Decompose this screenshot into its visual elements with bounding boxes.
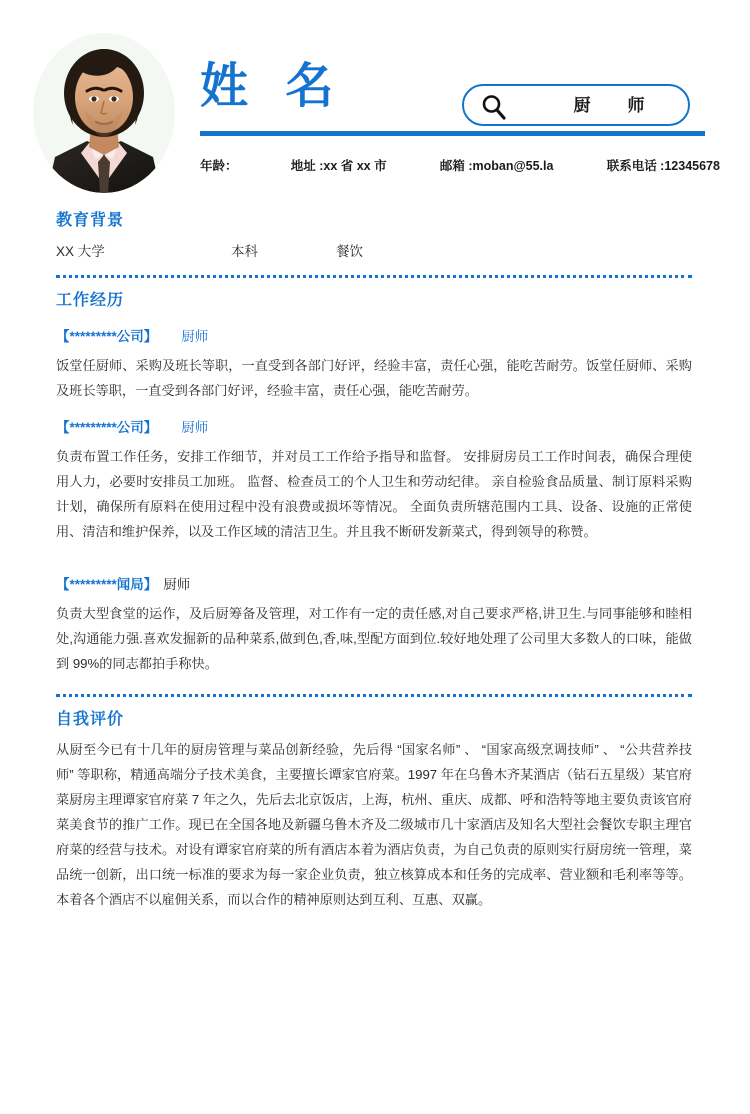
resume-body <box>0 210 750 912</box>
job-title-badge[interactable] <box>462 84 690 126</box>
job-role: 厨师 <box>181 420 209 435</box>
section-title-education: 教育背景 <box>56 212 125 229</box>
contact-address: 地址 :xx 省 xx 市 <box>290 159 387 173</box>
divider-experience <box>56 694 692 697</box>
education-major: 餐饮 <box>336 244 363 259</box>
job-title-label: 厨 师 <box>573 96 655 115</box>
job-header <box>56 574 692 596</box>
job-role: 厨师 <box>181 329 209 344</box>
contact-phone: 联系电话 :12345678 <box>606 159 720 173</box>
education-degree: 本科 <box>231 244 258 259</box>
spacer <box>56 544 692 560</box>
job-description: 饭堂任厨师、采购及班长等职，一直受到各部门好评，经验丰富，责任心强，能吃苦耐劳。饭堂任厨师、采购及班长等职，一直受到各部门好评，经验丰富，责任心强，能吃苦耐劳。 <box>56 358 692 398</box>
job-entry <box>56 417 692 544</box>
job-header <box>56 326 692 348</box>
header-divider <box>200 131 705 136</box>
contact-age: 年龄： <box>200 159 238 173</box>
section-title-about: 自我评价 <box>56 711 125 728</box>
contact-email: 邮箱 :moban@55.la <box>439 159 554 173</box>
job-header <box>56 417 692 439</box>
divider-education <box>56 275 692 278</box>
job-role: 厨师 <box>163 577 191 592</box>
resume-header <box>0 0 750 210</box>
section-experience <box>56 290 692 676</box>
portrait-photo-icon <box>33 33 175 193</box>
search-icon <box>480 93 508 121</box>
avatar <box>33 33 175 193</box>
about-text: 从厨至今已有十几年的厨房管理与菜品创新经验，先后得 “国家名师” 、 “国家高级烹调技师” 、 “公共营养技师” 等职称，精通高端分子技术美食，主要擅长谭家官府菜。1997 年在乌鲁木齐某酒店（钻石五星级）某官府菜厨房主理谭家官府菜 7 年之久，先后去北京饭店，上海，杭州、重庆、成都、呼和浩特等地主要负责该官府菜美食节的推广工作。现已在全国各地及新疆乌鲁木齐及二级城市几十家酒店及知名大型社会餐饮专职主理官府菜的经营与技术。对设有谭家官府菜的所有酒店本着为酒店负责，为自己负责的原则实行厨房统一管理，菜品统一创新，出口统一标准的要求为每一家企业负责，独立核算成本和任务的完成率、营业额和毛利率等等。本着各个酒店不以雇佣关系，而以合作的精神原则达到互利、互惠、双赢。 <box>56 742 692 907</box>
job-company: 【*********公司】 <box>56 420 158 435</box>
education-school: XX 大学 <box>56 244 105 259</box>
job-company: 【*********公司】 <box>56 329 158 344</box>
job-entry <box>56 574 692 676</box>
job-company: 【*********闻局】 <box>56 577 158 592</box>
job-description: 负责大型食堂的运作，及后厨筹备及管理，对工作有一定的责任感,对自己要求严格,讲卫生.与同事能够和睦相处,沟通能力强.喜欢发掘新的品种菜系,做到色,香,味,型配方面到位.较好地处理了公司里大多数人的口味，能做到 99%的同志都拍手称快。 <box>56 606 692 671</box>
section-title-experience: 工作经历 <box>56 292 125 309</box>
job-description: 负责布置工作任务，安排工作细节，并对员工工作给予指导和监督。 安排厨房员工工作时间表，确保合理使用人力，必要时安排员工加班。 监督、检查员工的个人卫生和劳动纪律。 亲自检验食品质量、制订原料采购计划，确保所有原料在使用过程中没有浪费或损坏等情况。 全面负责所辖范围内工具、设备、设施的正常使用、清洁和维护保养，以及工作区域的清洁卫生。并且我不断研发新菜式，得到领导的称赞。 <box>56 449 692 539</box>
education-row <box>56 241 692 263</box>
job-entry <box>56 326 692 403</box>
section-education <box>56 210 692 263</box>
contact-info-row <box>200 152 720 178</box>
page-title: 姓 名 <box>200 60 346 113</box>
section-about <box>56 709 692 912</box>
